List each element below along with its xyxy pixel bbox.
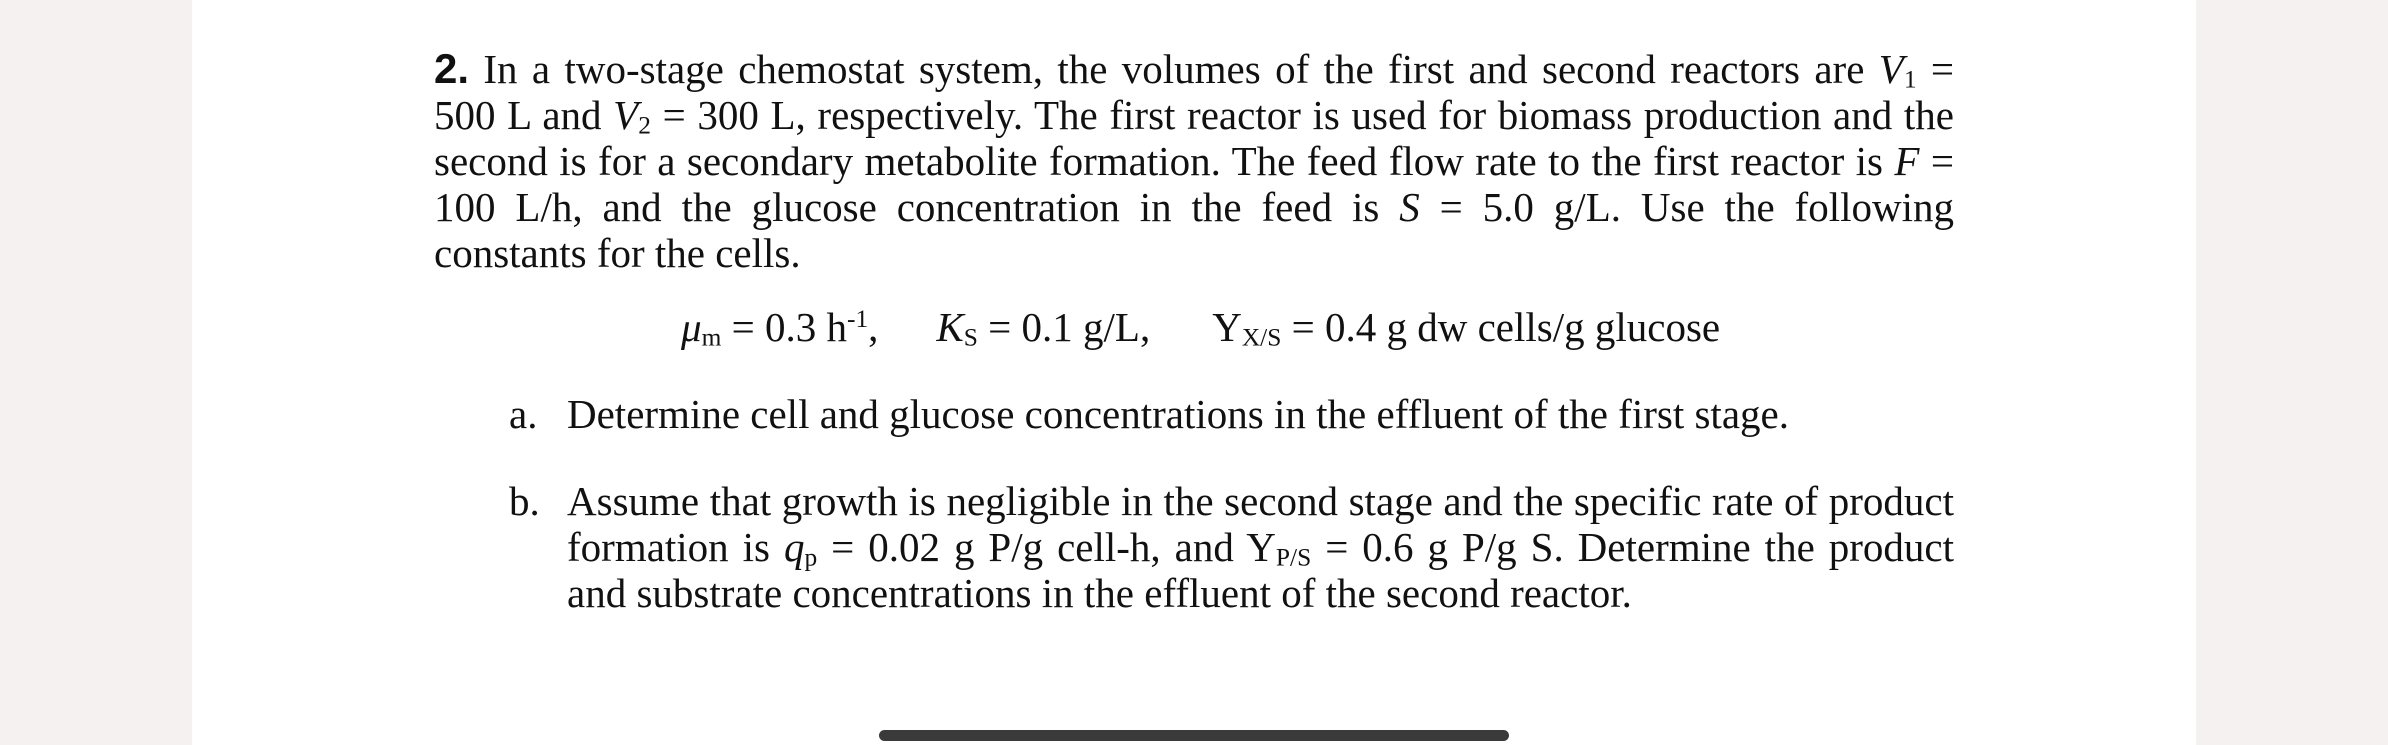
home-indicator-bar[interactable] [879, 730, 1509, 741]
yxs-symbol: Y [1212, 304, 1242, 350]
v2-subscript: 2 [638, 111, 651, 140]
v1-symbol: V [1878, 46, 1904, 92]
document-page [192, 0, 2196, 745]
yps-subscript: P/S [1275, 543, 1312, 572]
yxs-value: = 0.4 g dw cells/g glucose [1281, 304, 1721, 350]
question-intro [434, 46, 1954, 276]
ks-value: = 0.1 g/L, [977, 304, 1151, 350]
intro-text-4: = 100 L/h, and the glucose concentration in the feed is [434, 138, 1955, 230]
part-b-label: b. [509, 478, 540, 524]
qp-symbol: q [783, 524, 805, 570]
part-b [434, 478, 1954, 616]
part-a-label: a. [509, 391, 538, 437]
f-symbol: F [1894, 138, 1920, 184]
part-a [434, 391, 1954, 437]
v1-subscript: 1 [1903, 65, 1917, 94]
mu-value-end: , [868, 304, 879, 350]
intro-text-5: = 5.0 g/L. Use the following constants for the cells. [434, 184, 1954, 276]
part-b-text-1: Assume that growth is negligible in the second stage and the specific rate of product formation is [567, 478, 1954, 570]
part-b-text [567, 478, 1954, 616]
v2-symbol: V [613, 92, 639, 138]
s-symbol: S [1399, 184, 1420, 230]
part-a-text: Determine cell and glucose concentrations in the effluent of the first stage. [567, 391, 1789, 437]
mu-subscript: m [701, 323, 722, 352]
intro-text-2: = 500 L and [434, 46, 1955, 138]
mu-symbol: μ [681, 304, 702, 350]
constants-line [434, 304, 1954, 350]
ks-subscript: S [963, 323, 978, 352]
ks-symbol: K [936, 304, 964, 350]
mu-superscript: -1 [846, 305, 869, 334]
part-b-text-2: = 0.02 g P/g cell-h, and Y [817, 524, 1276, 570]
mu-value: = 0.3 h [721, 304, 847, 350]
yxs-subscript: X/S [1241, 323, 1282, 352]
intro-text-3: = 300 L, respectively. The first reactor is used for biomass production and the second is for a secondary metabolite formation. The feed flow rate to the first reactor is [434, 92, 1954, 184]
question-number: 2. [434, 45, 470, 92]
intro-text-1: In a two-stage chemostat system, the volumes of the first and second reactors are [469, 46, 1879, 92]
question-content [434, 46, 1954, 616]
part-b-text-3: = 0.6 g P/g S. Determine the product and substrate concentrations in the effluent of the second reactor. [567, 524, 1954, 616]
qp-subscript: p [804, 543, 818, 572]
